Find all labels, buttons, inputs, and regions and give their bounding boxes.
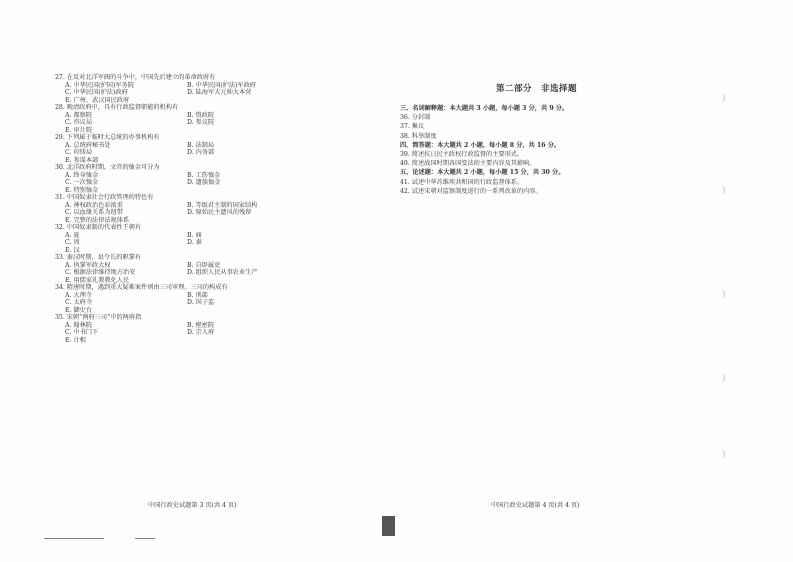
answer-option: D. 参议院 <box>187 119 215 126</box>
question-line: 37. 集议 <box>400 123 425 131</box>
punch-hole-2 <box>716 186 725 194</box>
answer-option: A. 都察院 <box>65 111 92 119</box>
option-list <box>55 292 327 315</box>
question-stem: 30. 北洋政府时期，文官的恤金可分为 <box>55 164 160 171</box>
answer-option: D. 秦 <box>187 239 202 246</box>
answer-option: A. 大理寺 <box>65 291 92 299</box>
option-list <box>55 142 327 165</box>
question-stem: 28. 晚清政府中，具有行政监督职能的机构有 <box>55 104 179 111</box>
answer-option: A. 中华民国(护国)军务院 <box>65 81 134 89</box>
option-list <box>55 232 327 255</box>
option-list <box>55 82 327 105</box>
question-line: 38. 科举制度 <box>400 132 437 140</box>
question-stem: 31. 中国奴隶社会行政管理的特色有 <box>55 194 154 201</box>
answer-option: E. 参谋本部 <box>65 156 99 164</box>
option-list <box>55 322 327 345</box>
answer-option: A. 翰林院 <box>65 321 92 329</box>
question-block <box>55 314 327 344</box>
answer-option: E. 审计院 <box>65 126 93 134</box>
scan-edge-line <box>44 538 104 539</box>
answer-option: E. 计相 <box>65 336 86 344</box>
answer-option: C. 印铸局 <box>65 149 93 156</box>
question-line: 40. 简述战国时期各国变法的主要内容及其影响。 <box>400 160 536 168</box>
answer-option: E. 御史台 <box>65 306 93 314</box>
answer-option: D. 遗族恤金 <box>187 179 221 186</box>
question-stem: 27. 在反对北洋军阀的斗争中，中国先后建立的革命政府有 <box>55 74 216 81</box>
answer-option: C. 太府寺 <box>65 299 93 306</box>
answer-option: B. 枢密院 <box>187 321 215 329</box>
answer-option: C. 以血缘关系为纽带 <box>65 209 123 216</box>
answer-option: A. 神权政治色彩浓重 <box>65 201 123 209</box>
punch-hole-5 <box>716 450 725 458</box>
option-list <box>55 112 327 135</box>
answer-option: E. 汉 <box>65 246 80 254</box>
question-block <box>55 224 327 254</box>
answer-option: A. 夏 <box>65 231 80 239</box>
answer-option: E. 特别恤金 <box>65 186 99 194</box>
question-line: 41. 试述中华苏维埃共和国的行政监督体系。 <box>400 178 524 186</box>
answer-option: A. 总统府秘书处 <box>65 141 111 149</box>
question-block <box>55 164 327 194</box>
answer-option: E. 完整的法律法规体系 <box>65 216 130 224</box>
answer-option: D. 国子监 <box>187 299 215 306</box>
answer-option: D. 组织人民从事农业生产 <box>187 269 258 276</box>
answer-option: B. 刑部 <box>187 291 208 299</box>
answer-option: E. 用儒家礼教教化人民 <box>65 276 130 284</box>
question-block <box>55 284 327 314</box>
question-block <box>55 194 327 224</box>
question-stem: 34. 隋唐时期，遇到重大疑难案件则由三司审理。三司的构成有 <box>55 284 228 291</box>
answer-option: B. 自辟属吏 <box>187 261 221 269</box>
option-list <box>55 172 327 195</box>
question-block <box>55 74 327 104</box>
answer-option: C. 中华民国(护法)政府 <box>65 89 128 96</box>
question-stem: 33. 秦汉时期，县令长的职掌有 <box>55 254 142 261</box>
answer-option: A. 终身恤金 <box>65 171 99 179</box>
answer-option: A. 执掌军政大权 <box>65 261 111 269</box>
section-heading: 五、论述题：本大题共 2 小题，每小题 15 分，共 30 分。 <box>400 169 565 177</box>
question-stem: 29. 下列属于临时大总统的办事机构有 <box>55 134 160 141</box>
section-title: 第二部分 非选择题 <box>496 84 578 94</box>
answer-option: B. 商 <box>187 231 202 239</box>
punch-hole-3 <box>716 290 725 298</box>
punch-hole-1 <box>716 94 725 102</box>
question-line: 42. 试述宋朝对监察制度进行的一系列改革的内容。 <box>400 187 542 195</box>
left-page-footer: 中国行政史试题第 3 页(共 4 页) <box>148 502 237 509</box>
answer-option: B. 等级君主制的国家结构 <box>187 201 258 209</box>
answer-option: B. 资政院 <box>187 111 215 119</box>
option-list <box>55 202 327 225</box>
right-page-footer: 中国行政史试题第 4 页(共 4 页) <box>491 502 580 509</box>
answer-option: B. 工伤恤金 <box>187 171 221 179</box>
answer-option: C. 根据法律维持地方治安 <box>65 269 136 276</box>
answer-option: E. 广州、武汉国民政府 <box>65 96 130 104</box>
answer-option: D. 宗人府 <box>187 329 215 336</box>
question-block <box>55 104 327 134</box>
question-block <box>55 134 327 164</box>
question-stem: 35. 宋朝“两府三司”中的两府指 <box>55 314 142 321</box>
punch-hole-4 <box>716 374 725 382</box>
section-heading: 四、简答题：本大题共 2 小题，每小题 8 分，共 16 分。 <box>400 141 561 149</box>
answer-option: C. 中书门下 <box>65 329 99 336</box>
question-line: 39. 简述抗日民主政权行政监督的主要形式。 <box>400 151 524 159</box>
answer-option: B. 法制局 <box>187 141 215 149</box>
answer-option: B. 中华民国(护法)军政府 <box>187 81 256 89</box>
answer-option: D. 内务部 <box>187 149 215 156</box>
scan-edge-line <box>135 538 155 539</box>
question-block <box>55 254 327 284</box>
left-page-questions <box>55 74 327 344</box>
right-page-questions <box>400 104 568 196</box>
question-line: 36. 分封制 <box>400 114 431 122</box>
option-list <box>55 262 327 285</box>
answer-option: C. 一次恤金 <box>65 179 99 186</box>
section-heading: 三、名词解释题：本大题共 3 小题，每小题 3 分，共 9 分。 <box>400 105 569 112</box>
binding-mark <box>382 516 395 536</box>
answer-option: C. 咨议局 <box>65 119 93 126</box>
answer-option: D. 原始民主遗风的残留 <box>187 209 252 216</box>
answer-option: D. 陆海军大元帅大本营 <box>187 89 252 96</box>
question-stem: 32. 中国奴隶制的代表性王朝有 <box>55 224 142 231</box>
answer-option: C. 周 <box>65 239 80 246</box>
